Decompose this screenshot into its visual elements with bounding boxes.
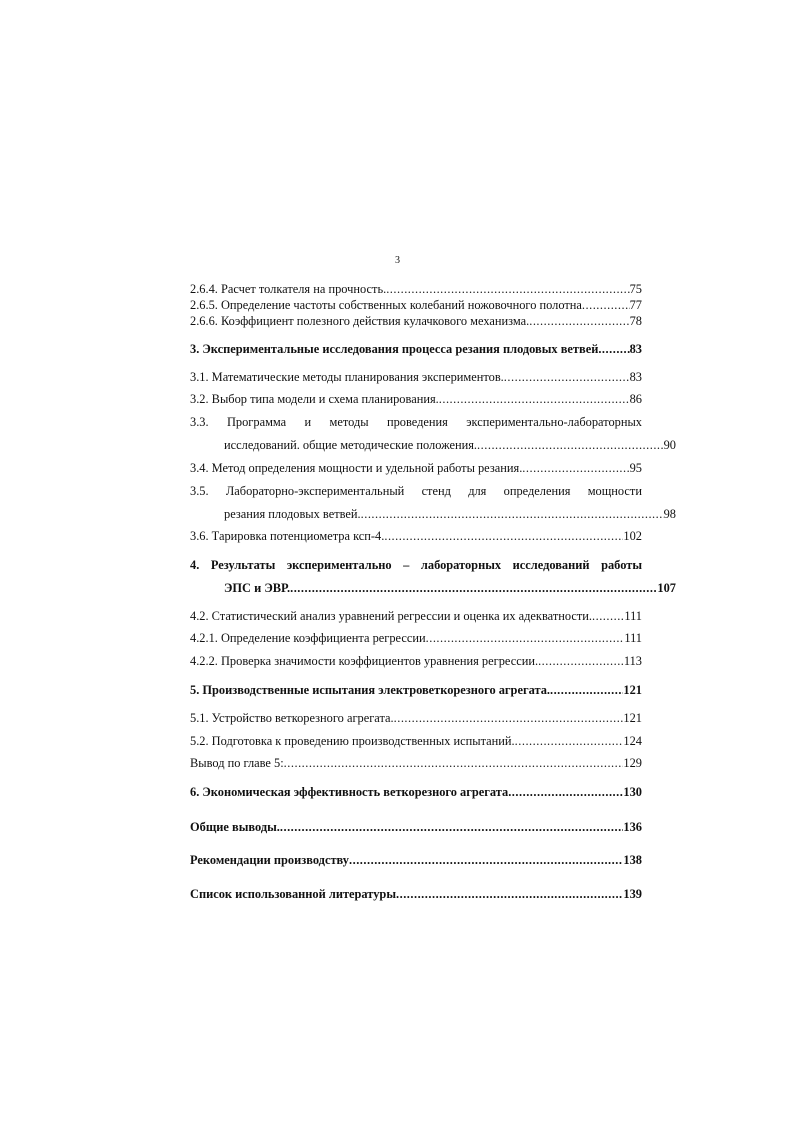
toc-chapter-entry xyxy=(190,557,676,596)
page-number: 3 xyxy=(395,255,400,266)
toc-entry xyxy=(190,391,642,407)
toc-entry-page: 121 xyxy=(623,711,642,725)
toc-entry xyxy=(190,710,642,726)
dot-leader xyxy=(504,369,630,385)
toc-chapter-entry xyxy=(190,682,642,698)
toc-entry-title: 2.6.4. Расчет толкателя на прочность. xyxy=(190,282,387,296)
toc-entry xyxy=(190,460,642,476)
toc-entry-title: 4.2.1. Определение коэффициента регрессии xyxy=(190,631,426,645)
toc-entry xyxy=(190,414,676,453)
toc-entry-title: 4.2. Статистический анализ уравнений регрессии и оценка их адекватности. xyxy=(190,609,593,623)
toc-entry-title: 3.2. Выбор типа модели и схема планирования. xyxy=(190,392,439,406)
toc-entry-title: 5. Производственные испытания электроветкорезного агрегата. xyxy=(190,683,550,697)
toc-chapter-entry xyxy=(190,819,642,835)
toc-entry-title-line2: ЭПС и ЭВР. xyxy=(224,581,291,595)
toc-entry-page: 111 xyxy=(624,609,642,623)
toc-entry-title: Общие выводы. xyxy=(190,820,280,834)
dot-leader xyxy=(394,710,624,726)
toc-entry-title: 3.4. Метод определения мощности и удельной работы резания. xyxy=(190,461,523,475)
dot-leader xyxy=(439,391,630,407)
toc-chapter-entry xyxy=(190,852,642,868)
dot-leader xyxy=(280,819,624,835)
toc-entry-page: 138 xyxy=(623,853,642,867)
toc-entry-title: 3.1. Математические методы планирования экспериментов. xyxy=(190,370,504,384)
dot-leader xyxy=(515,733,624,749)
toc-entry-title-line1: 3.5. Лабораторно-экспериментальный стенд для определения мощности xyxy=(190,484,642,498)
dot-leader xyxy=(396,886,623,902)
toc-entry-title: Список использованной литературы xyxy=(190,887,396,901)
dot-leader xyxy=(538,653,624,669)
toc-entry-page: 86 xyxy=(629,392,642,406)
toc-chapter-entry xyxy=(190,784,642,800)
dot-leader xyxy=(361,506,664,522)
toc-entry-title: 6. Экономическая эффективность веткорезного агрегата xyxy=(190,785,509,799)
toc-entry-page: 111 xyxy=(624,631,642,645)
toc-entry-page: 95 xyxy=(629,461,642,475)
toc-entry-title-line2: резания плодовых ветвей. xyxy=(224,507,361,521)
dot-leader xyxy=(384,528,623,544)
toc-entry-page: 129 xyxy=(623,756,642,770)
toc-entry-page: 102 xyxy=(623,529,642,543)
toc-entry xyxy=(190,297,642,313)
dot-leader xyxy=(522,460,629,476)
toc-entry xyxy=(190,528,642,544)
toc-entry-title-line2: исследований. общие методические положения. xyxy=(224,438,478,452)
toc-entry-title: 4.2.2. Проверка значимости коэффициентов уравнения регрессии. xyxy=(190,654,539,668)
toc-entry-page: 124 xyxy=(623,734,642,748)
dot-leader xyxy=(529,313,629,329)
dot-leader xyxy=(508,784,623,800)
toc-entry xyxy=(190,608,642,624)
toc-entry xyxy=(190,281,642,297)
dot-leader xyxy=(582,297,630,313)
dot-leader xyxy=(477,437,664,453)
toc-entry-title: 2.6.5. Определение частоты собственных колебаний ножовочного полотна xyxy=(190,298,582,312)
toc-entry-page: 107 xyxy=(657,581,676,595)
dot-leader xyxy=(550,682,623,698)
toc-entry xyxy=(190,313,642,329)
toc-entry-title: 5.2. Подготовка к проведению производственных испытаний. xyxy=(190,734,515,748)
toc-entry xyxy=(190,483,676,522)
toc-entry-title: Вывод по главе 5: xyxy=(190,756,284,770)
toc-entry-page: 83 xyxy=(629,370,642,384)
dot-leader xyxy=(598,341,629,357)
dot-leader xyxy=(290,580,657,596)
toc-entry-title: 3. Экспериментальные исследования процесса резания плодовых ветвей xyxy=(190,342,599,356)
dot-leader xyxy=(386,281,629,297)
toc-entry-page: 130 xyxy=(623,785,642,799)
toc-entry xyxy=(190,755,642,771)
dot-leader xyxy=(426,630,625,646)
toc-entry xyxy=(190,653,642,669)
toc-entry xyxy=(190,369,642,385)
dot-leader xyxy=(592,608,624,624)
toc-entry-page: 78 xyxy=(629,314,642,328)
toc-entry-page: 136 xyxy=(623,820,642,834)
toc-entry-title-line1: 3.3. Программа и методы проведения экспериментально-лабораторных xyxy=(190,415,642,429)
toc-entry xyxy=(190,630,642,646)
toc-entry-page: 139 xyxy=(623,887,642,901)
toc-entry-page: 113 xyxy=(623,654,642,668)
toc-entry-page: 77 xyxy=(629,298,642,312)
toc-entry-title: 3.6. Тарировка потенциометра ксп-4. xyxy=(190,529,385,543)
toc-entry-page: 83 xyxy=(629,342,642,356)
toc-entry-page: 98 xyxy=(663,507,676,521)
toc-chapter-entry xyxy=(190,886,642,902)
toc-entry-page: 90 xyxy=(663,438,676,452)
toc-entry-page: 121 xyxy=(623,683,642,697)
dot-leader xyxy=(349,852,623,868)
dot-leader xyxy=(284,755,624,771)
toc-entry-page: 75 xyxy=(629,282,642,296)
toc-entry-title-line1: 4. Результаты экспериментально – лабораторных исследований работы xyxy=(190,558,642,572)
toc-entry-title: Рекомендации производству xyxy=(190,853,350,867)
toc-entry xyxy=(190,733,642,749)
toc-entry-title: 2.6.6. Коэффициент полезного действия кулачкового механизма. xyxy=(190,314,530,328)
toc-chapter-entry xyxy=(190,341,642,357)
toc-entry-title: 5.1. Устройство веткорезного агрегата. xyxy=(190,711,394,725)
